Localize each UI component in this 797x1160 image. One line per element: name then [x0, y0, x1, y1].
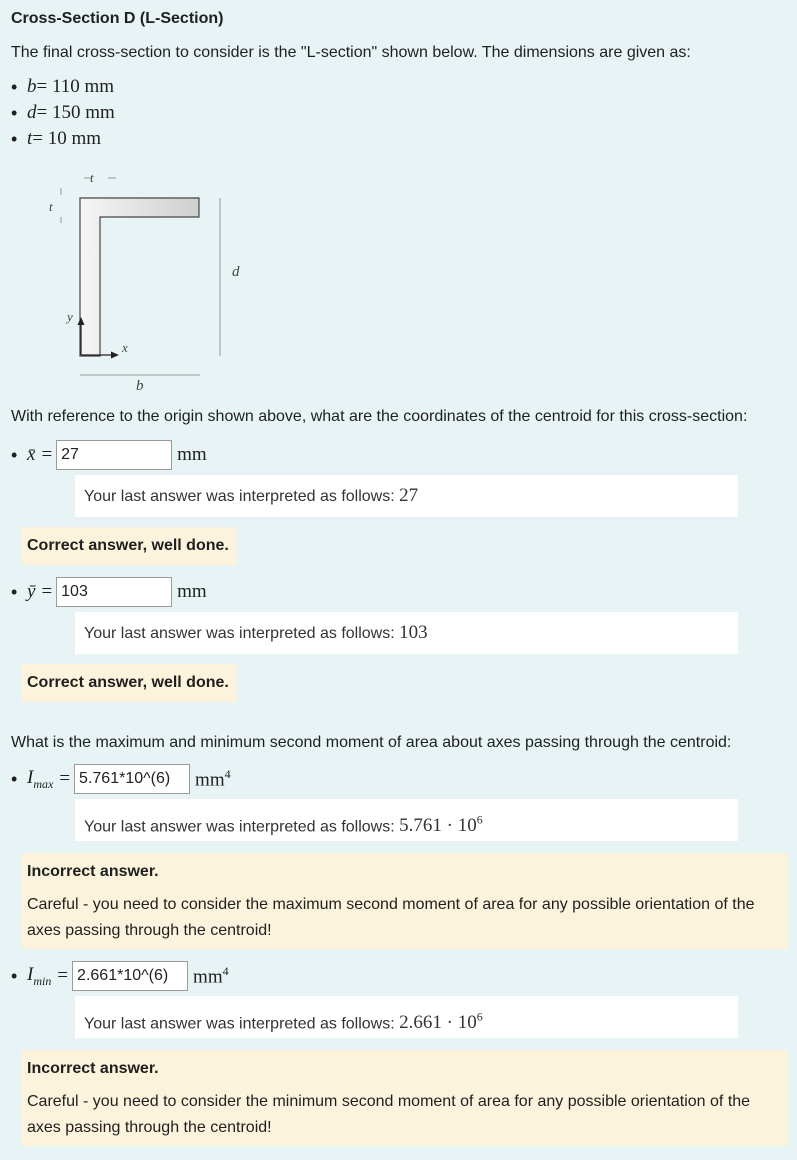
equals-sign: = [57, 965, 69, 986]
interp-prefix: Your last answer was interpreted as follows: [84, 625, 400, 642]
xbar-interpretation [75, 475, 738, 517]
bullet-icon: • [11, 444, 18, 465]
bullet-icon: • [11, 581, 18, 602]
bullet-icon: • [11, 77, 18, 97]
ybar-input[interactable] [56, 577, 172, 607]
equals-sign: = [41, 581, 53, 602]
imin-unit: $mm^4$ [193, 963, 229, 988]
interp-value: $5.761 \cdot 10^6$ [399, 813, 483, 837]
imax-interpretation [75, 799, 738, 841]
xbar-input[interactable] [56, 440, 172, 470]
dim-label-t-top: t [90, 170, 94, 185]
interp-value: 103 [399, 622, 428, 643]
dim-label-t-left: t [49, 199, 53, 214]
ybar-unit: mm [177, 581, 207, 602]
bullet-icon: • [11, 129, 18, 149]
imin-interpretation [75, 996, 738, 1038]
interp-prefix: Your last answer was interpreted as follows: [84, 488, 400, 505]
answer-row-imin [11, 961, 229, 991]
feedback-title: Incorrect answer. [27, 1060, 159, 1077]
ybar-symbol: ȳ [27, 581, 36, 602]
imin-feedback [22, 1050, 788, 1146]
bullet-icon: • [11, 103, 18, 123]
dimension-item [11, 126, 115, 152]
equals-sign: = [59, 768, 71, 789]
xbar-unit: mm [177, 444, 207, 465]
dim-label-d: d [232, 264, 240, 280]
feedback-message: Careful - you need to consider the minimum second moment of area for any possible orientation of the axes passing through the centroid! [27, 1093, 751, 1136]
dim-symbol: d [27, 102, 37, 123]
axis-label-x: x [122, 340, 128, 355]
feedback-message: Careful - you need to consider the maximum second moment of area for any possible orientation of the axes passing through the centroid! [27, 896, 755, 939]
question-second-moment: What is the maximum and minimum second moment of area about axes passing through the centroid: [11, 734, 732, 751]
imin-symbol: $I_{min}$ [27, 963, 52, 988]
l-section-shape [80, 198, 199, 356]
imax-unit: $mm^4$ [195, 766, 231, 791]
dim-label-b: b [136, 378, 144, 394]
dim-value: = 10 mm [32, 128, 102, 149]
imin-input[interactable] [72, 961, 188, 991]
l-section-figure [40, 165, 240, 395]
answer-row-imax [11, 764, 231, 794]
imax-symbol: $I_{max}$ [27, 766, 54, 791]
xbar-feedback: Correct answer, well done. [22, 527, 237, 565]
ybar-feedback: Correct answer, well done. [22, 664, 237, 702]
dim-symbol: b [27, 76, 37, 97]
interp-value: 27 [399, 485, 419, 506]
dim-value: = 110 mm [36, 76, 115, 97]
bullet-icon: • [11, 768, 18, 789]
answer-row-ybar [11, 577, 207, 607]
imax-input[interactable] [74, 764, 190, 794]
intro-text: The final cross-section to consider is the "L-section" shown below. The dimensions are given as: [11, 44, 691, 61]
bullet-icon: • [11, 965, 18, 986]
dimension-list [11, 74, 115, 152]
question-centroid: With reference to the origin shown above, what are the coordinates of the centroid for this cross-section: [11, 408, 748, 425]
interp-prefix: Your last answer was interpreted as follows: [84, 1015, 400, 1033]
x-arrow-icon [111, 352, 119, 359]
axis-label-y: y [67, 309, 73, 324]
dimension-item [11, 74, 115, 100]
answer-row-xbar [11, 440, 207, 470]
dim-value: = 150 mm [36, 102, 115, 123]
xbar-symbol: x̄ [27, 444, 36, 465]
ybar-interpretation [75, 612, 738, 654]
page-title: Cross-Section D (L-Section) [11, 10, 224, 27]
interp-prefix: Your last answer was interpreted as follows: [84, 818, 400, 836]
imax-feedback [22, 853, 788, 949]
dimension-item [11, 100, 115, 126]
equals-sign: = [41, 444, 53, 465]
dim-symbol: t [27, 128, 33, 149]
feedback-title: Incorrect answer. [27, 863, 159, 880]
interp-value: $2.661 \cdot 10^6$ [399, 1010, 483, 1034]
